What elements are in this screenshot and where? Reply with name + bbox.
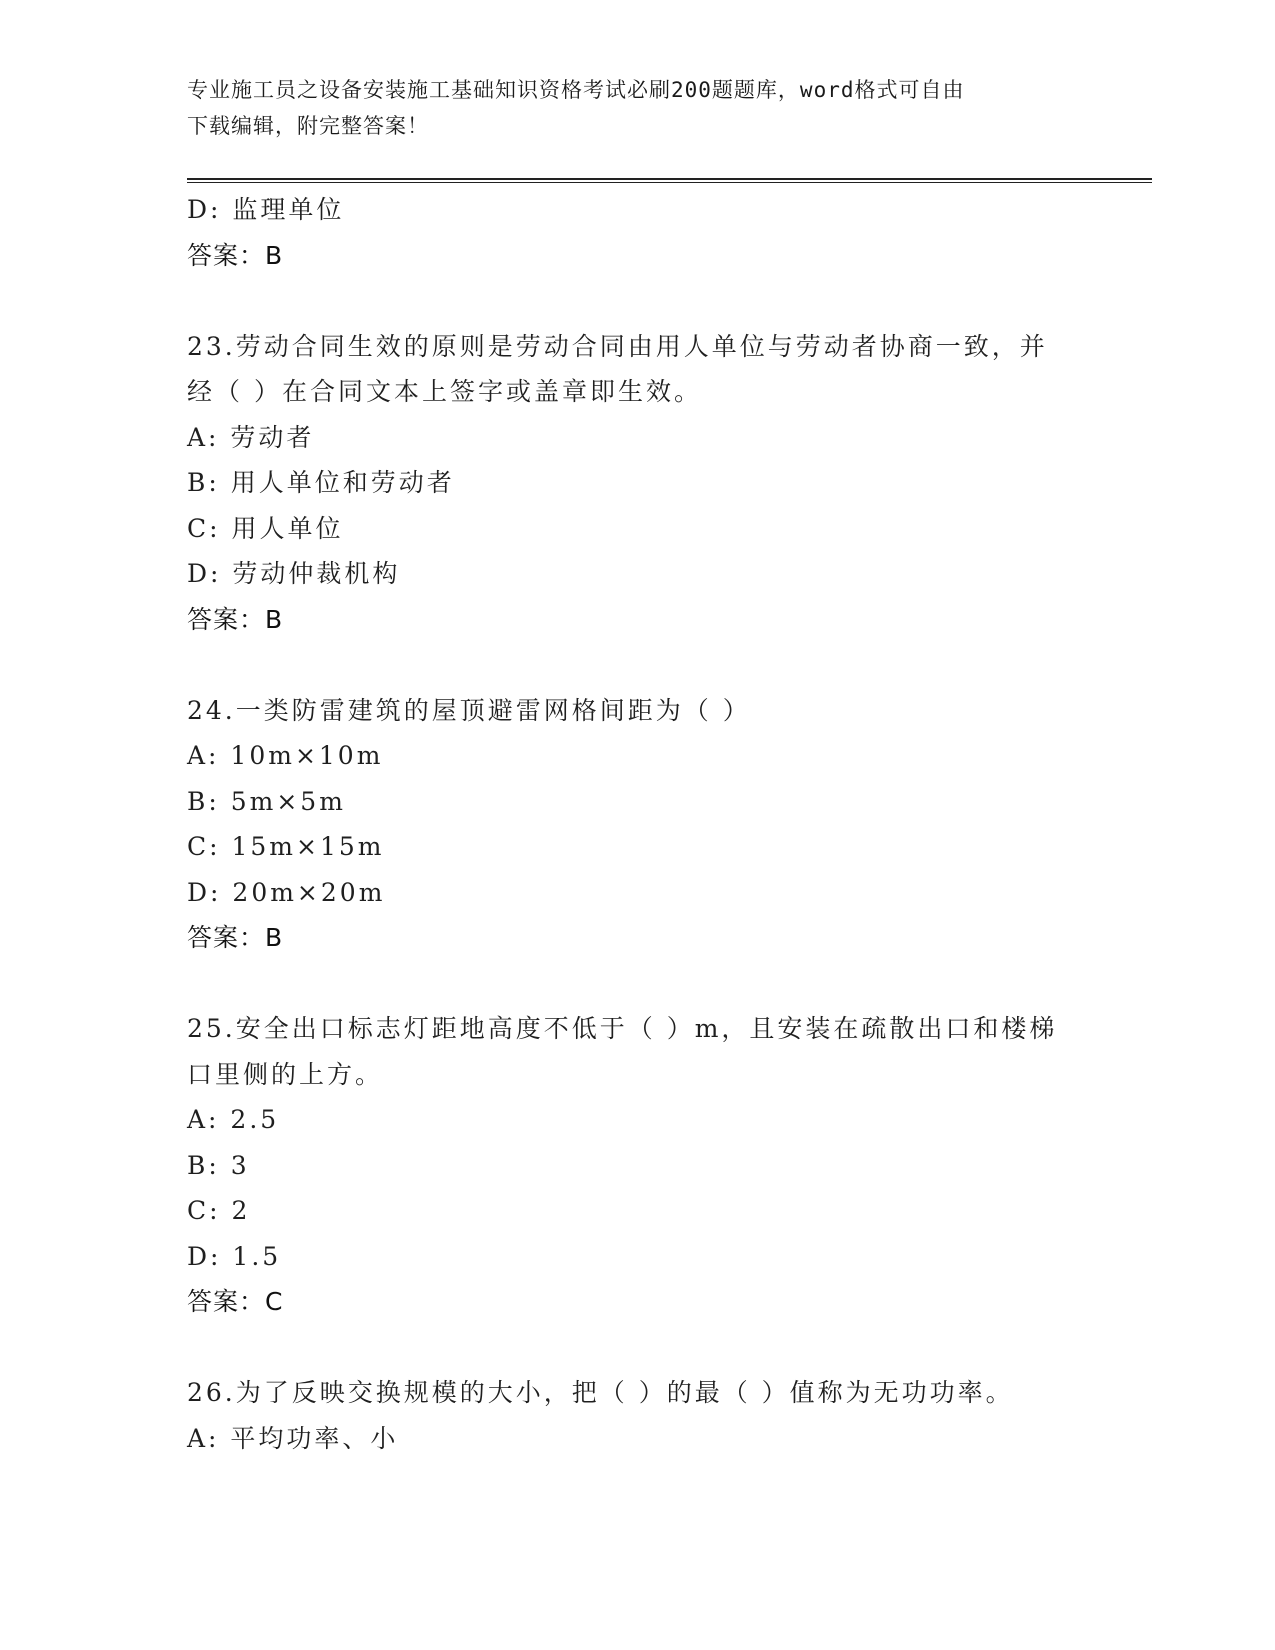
question-24 bbox=[187, 688, 1087, 961]
answer-line: 答案：B bbox=[187, 923, 284, 952]
option-a: A: 10m×10m bbox=[187, 741, 384, 770]
option-d: D: 劳动仲裁机构 bbox=[187, 559, 401, 588]
option-c: C: 用人单位 bbox=[187, 513, 344, 543]
option-b: B: 3 bbox=[187, 1150, 250, 1180]
header-title-line-1: 专业施工员之设备安装施工基础知识资格考试必刷200题题库，word格式可自由 bbox=[187, 78, 965, 102]
question-stem-line-2: 经（ ）在合同文本上签字或盖章即生效。 bbox=[187, 377, 702, 406]
option-a: A: 平均功率、小 bbox=[187, 1423, 399, 1453]
option-a: A: 2.5 bbox=[187, 1105, 280, 1134]
option-a: A: 劳动者 bbox=[187, 422, 315, 452]
option-b: B: 5m×5m bbox=[187, 786, 346, 816]
document-body bbox=[187, 187, 1087, 1461]
answer-line: 答案：B bbox=[187, 240, 284, 270]
option-b: B: 用人单位和劳动者 bbox=[187, 468, 455, 497]
spacer bbox=[187, 642, 1087, 688]
question-22-tail bbox=[187, 187, 1087, 278]
spacer bbox=[187, 278, 1087, 324]
spacer bbox=[187, 961, 1087, 1007]
spacer bbox=[187, 1325, 1087, 1371]
question-stem-line-1: 26.为了反映交换规模的大小，把（ ）的最（ ）值称为无功功率。 bbox=[187, 1378, 1014, 1407]
question-26 bbox=[187, 1370, 1087, 1461]
header-divider-thick bbox=[187, 178, 1152, 180]
question-stem-line-1: 25.安全出口标志灯距地高度不低于（ ）m，且安装在疏散出口和楼梯 bbox=[187, 1014, 1058, 1043]
question-stem-line-2: 口里侧的上方。 bbox=[187, 1059, 384, 1089]
document-header bbox=[187, 72, 1067, 144]
option-d: D: 20m×20m bbox=[187, 877, 386, 907]
header-title-line-2: 下载编辑，附完整答案！ bbox=[187, 114, 429, 138]
option-d: D: 1.5 bbox=[187, 1241, 282, 1271]
option-c: C: 2 bbox=[187, 1196, 251, 1225]
answer-line: 答案：B bbox=[187, 604, 284, 634]
question-stem-line-1: 23.劳动合同生效的原则是劳动合同由用人单位与劳动者协商一致，并 bbox=[187, 331, 1048, 361]
option-d: D: 监理单位 bbox=[187, 195, 345, 224]
answer-line: 答案：C bbox=[187, 1287, 284, 1316]
option-c: C: 15m×15m bbox=[187, 832, 385, 861]
question-stem-line-1: 24.一类防雷建筑的屋顶避雷网格间距为（ ） bbox=[187, 695, 751, 725]
header-divider-thin bbox=[187, 182, 1152, 183]
question-25 bbox=[187, 1006, 1087, 1325]
question-23 bbox=[187, 324, 1087, 643]
